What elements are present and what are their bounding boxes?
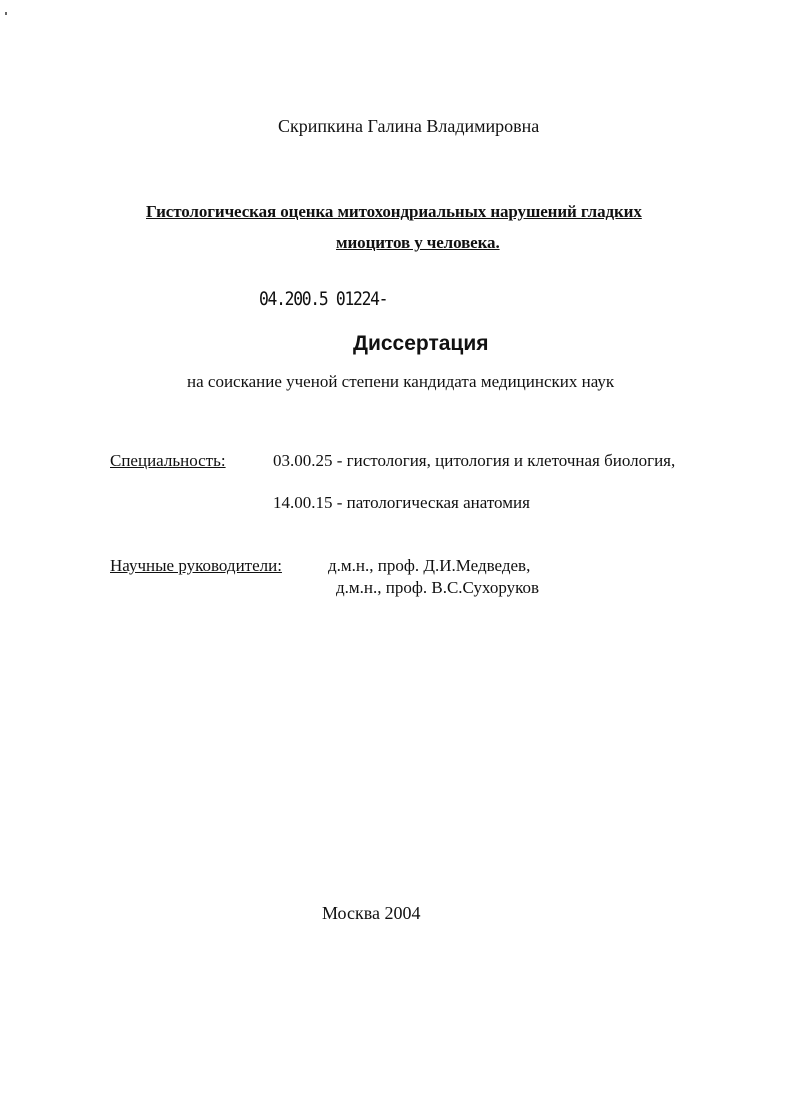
registration-number: 04.200.5 01224- <box>259 288 388 310</box>
supervisors-label: Научные руководители: <box>110 556 282 575</box>
document-type-heading: Диссертация <box>353 332 489 355</box>
city-year: Москва 2004 <box>322 903 421 923</box>
thesis-title-line-1: Гистологическая оценка митохондриальных нарушений гладких <box>146 202 642 221</box>
author-name: Скрипкина Галина Владимировна <box>278 116 540 136</box>
supervisor-item: д.м.н., проф. Д.И.Медведев, <box>328 556 531 575</box>
supervisor-item: д.м.н., проф. В.С.Сухоруков <box>336 578 540 597</box>
scan-speck <box>5 12 7 15</box>
specialty-item: 03.00.25 - гистология, цитология и клеточная биология, <box>273 451 676 470</box>
specialty-label: Специальность: <box>110 451 226 470</box>
thesis-title-line-2: миоцитов у человека. <box>336 233 500 252</box>
specialty-item: 14.00.15 - патологическая анатомия <box>273 493 530 512</box>
degree-line: на соискание ученой степени кандидата медицинских наук <box>187 372 615 391</box>
